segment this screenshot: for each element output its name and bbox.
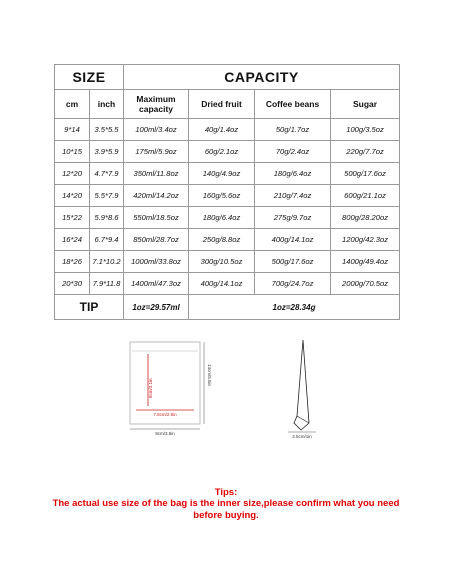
- table-cell: 1200g/42.3oz: [331, 229, 400, 251]
- notice-title: Tips:: [214, 487, 238, 498]
- notice-body: The actual use size of the bag is the inner size,please confirm what you need before buying.: [52, 498, 400, 521]
- column-header-row: [55, 90, 400, 119]
- table-cell: 3.9*5.9: [90, 141, 124, 163]
- table-cell: 275g/9.7oz: [255, 207, 331, 229]
- table-cell: 175ml/5.9oz: [124, 141, 189, 163]
- table-row: [55, 273, 400, 295]
- table-cell: 500g/17.6oz: [331, 163, 400, 185]
- table-cell: 50g/1.7oz: [255, 119, 331, 141]
- table-cell: 7.1*10.2: [90, 251, 124, 273]
- table-row: [55, 185, 400, 207]
- bag-front-diagram: [128, 340, 214, 440]
- table-cell: 350ml/11.8oz: [124, 163, 189, 185]
- table-cell: 60g/2.1oz: [189, 141, 255, 163]
- table-cell: 12*20: [55, 163, 90, 185]
- table-cell: 420ml/14.2oz: [124, 185, 189, 207]
- column-header: Coffee beans: [255, 90, 331, 119]
- tip-row: [55, 295, 400, 320]
- table-cell: 500g/17.6oz: [255, 251, 331, 273]
- inner-height-label: 8cm/3.1in: [148, 378, 153, 398]
- table-row: [55, 141, 400, 163]
- column-header: Maximum capacity: [124, 90, 189, 119]
- table-cell: 400g/14.1oz: [189, 273, 255, 295]
- column-header: inch: [90, 90, 124, 119]
- table-cell: 400g/14.1oz: [255, 229, 331, 251]
- table-cell: 100ml/3.4oz: [124, 119, 189, 141]
- table-cell: 20*30: [55, 273, 90, 295]
- column-header: Dried fruit: [189, 90, 255, 119]
- table-cell: 5.5*7.9: [90, 185, 124, 207]
- table-row: [55, 119, 400, 141]
- tip-liquid-conversion: 1oz=29.57ml: [124, 295, 189, 320]
- column-header: Sugar: [331, 90, 400, 119]
- table-cell: 180g/6.4oz: [255, 163, 331, 185]
- gusset-label: 2.5cm/1in: [292, 434, 312, 439]
- table-cell: 1400g/49.4oz: [331, 251, 400, 273]
- table-cell: 210g/7.4oz: [255, 185, 331, 207]
- table-cell: 9*14: [55, 119, 90, 141]
- table-cell: 15*22: [55, 207, 90, 229]
- table-cell: 160g/5.6oz: [189, 185, 255, 207]
- table-cell: 1400ml/47.3oz: [124, 273, 189, 295]
- table-row: [55, 207, 400, 229]
- table-cell: 70g/2.4oz: [255, 141, 331, 163]
- inner-width-label: 7.5cm/2.9in: [153, 412, 177, 417]
- table-cell: 250g/8.8oz: [189, 229, 255, 251]
- table-cell: 4.7*7.9: [90, 163, 124, 185]
- column-header: cm: [55, 90, 90, 119]
- outer-width-label: 9cm/3.5in: [155, 431, 175, 436]
- table-cell: 600g/21.1oz: [331, 185, 400, 207]
- table-cell: 550ml/18.5oz: [124, 207, 189, 229]
- table-cell: 14*20: [55, 185, 90, 207]
- tip-label: TIP: [55, 295, 124, 320]
- table-cell: 850ml/28.7oz: [124, 229, 189, 251]
- table-cell: 18*26: [55, 251, 90, 273]
- table-cell: 300g/10.5oz: [189, 251, 255, 273]
- table-cell: 140g/4.9oz: [189, 163, 255, 185]
- capacity-table: [54, 64, 400, 320]
- table-row: [55, 251, 400, 273]
- table-cell: 7.9*11.8: [90, 273, 124, 295]
- table-cell: 3.5*5.5: [90, 119, 124, 141]
- gusset-edge: [297, 416, 309, 423]
- table-cell: 40g/1.4oz: [189, 119, 255, 141]
- outer-height-label: 14cm/5.5in: [207, 364, 212, 387]
- size-header: SIZE: [55, 65, 124, 90]
- table-row: [55, 163, 400, 185]
- table-row: [55, 229, 400, 251]
- table-cell: 6.7*9.4: [90, 229, 124, 251]
- table-cell: 220g/7.7oz: [331, 141, 400, 163]
- table-cell: 2000g/70.5oz: [331, 273, 400, 295]
- capacity-header: CAPACITY: [124, 65, 400, 90]
- table-cell: 100g/3.5oz: [331, 119, 400, 141]
- table-cell: 1000ml/33.8oz: [124, 251, 189, 273]
- tip-weight-conversion: 1oz=28.34g: [189, 295, 400, 320]
- table-cell: 5.9*8.6: [90, 207, 124, 229]
- table-cell: 16*24: [55, 229, 90, 251]
- table-cell: 180g/6.4oz: [189, 207, 255, 229]
- table-cell: 700g/24.7oz: [255, 273, 331, 295]
- table-cell: 10*15: [55, 141, 90, 163]
- table-cell: 800g/28.20oz: [331, 207, 400, 229]
- bag-side-outline: [294, 340, 309, 430]
- bag-side-diagram: [283, 336, 323, 442]
